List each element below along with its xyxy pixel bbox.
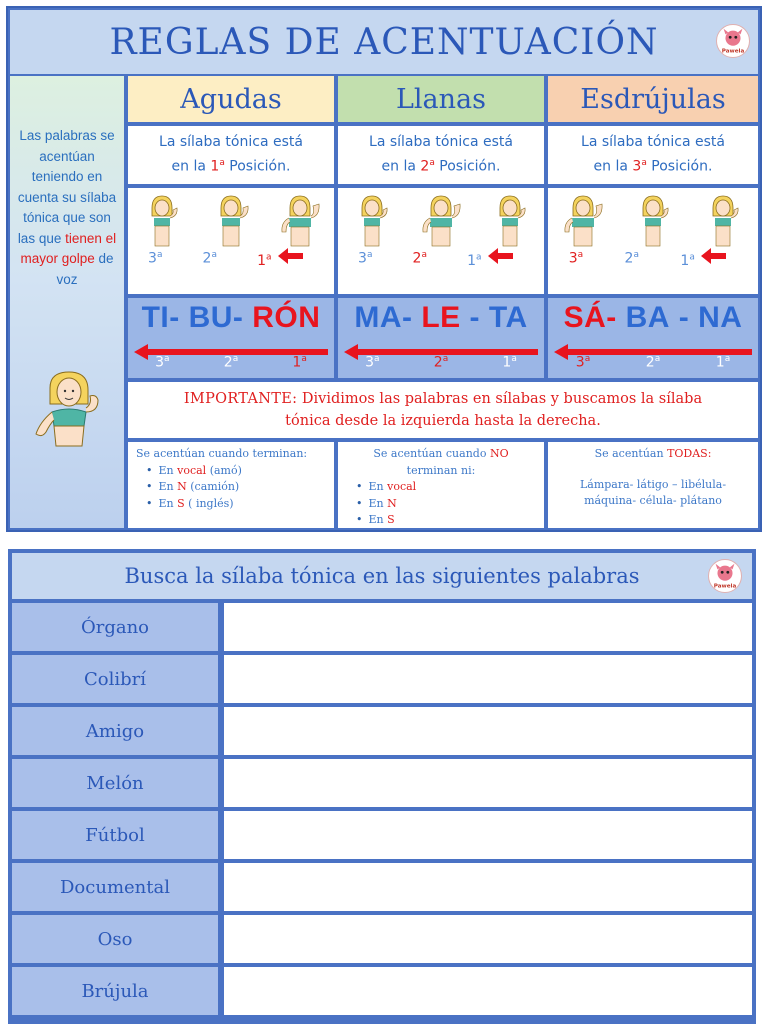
- rule-agudas: Se acentúan cuando terminan: • En vocal (amó) • En N (camión) • En S ( inglés): [128, 442, 334, 528]
- figures-esdrujulas: [548, 188, 758, 294]
- ordinal-3: 3$^a$: [358, 249, 373, 267]
- small-girl-icon: [142, 194, 182, 248]
- answer-field[interactable]: [224, 863, 752, 911]
- ordinal-1: 1$^a$: [680, 247, 727, 269]
- list-item: • En vocal: [360, 479, 536, 496]
- important-note: IMPORTANTE: Dividimos las palabras en sílabas y buscamos la sílaba tónica desde la izquierda hasta la derecha.: [128, 382, 758, 438]
- table-row: [12, 655, 752, 703]
- word-label: Melón: [12, 759, 218, 807]
- syllable-ordinal: 1$^a$: [292, 354, 307, 371]
- syllable-ordinal: 3$^a$: [365, 354, 380, 371]
- ordinal-1: 1$^a$: [257, 247, 304, 269]
- small-girl-icon: [703, 194, 743, 248]
- ordinal-2: 2$^a$: [202, 249, 217, 267]
- brand-logo: [716, 24, 750, 58]
- ordinal-3: 3$^a$: [148, 249, 163, 267]
- svg-text:Pawela: Pawela: [713, 583, 737, 590]
- example-word-sabana: SÁ- BA - NA: [563, 301, 743, 334]
- page-title: REGLAS DE ACENTUACIÓN: [109, 21, 659, 63]
- table-row: [12, 759, 752, 807]
- column-header-llanas: Llanas: [338, 76, 544, 122]
- sidebar-text: Las palabras se acentúan teniendo en cuenta su sílaba tónica que son las que tienen el mayor golpe de voz: [17, 128, 117, 287]
- exercise-panel: [8, 549, 756, 1024]
- answer-field[interactable]: [224, 811, 752, 859]
- ordinal-3: 3$^a$: [568, 249, 584, 267]
- example-word-tiburon: TI- BU- RÓN: [141, 301, 321, 334]
- table-row: [12, 967, 752, 1015]
- title-bar: [10, 10, 758, 74]
- syllable-ordinal: 2$^a$: [223, 354, 239, 371]
- answer-field[interactable]: [224, 915, 752, 963]
- ordinal-1: 1$^a$: [467, 247, 514, 269]
- syllable-ordinal: 1$^a$: [502, 354, 517, 371]
- word-label: Documental: [12, 863, 218, 911]
- word-label: Oso: [12, 915, 218, 963]
- syllable-ordinal: 3$^a$: [575, 354, 591, 371]
- strong-girl-icon: [563, 194, 603, 248]
- word-label: Colibrí: [12, 655, 218, 703]
- list-item: • En N: [360, 496, 536, 513]
- example-word-maleta: MA- LE - TA: [354, 301, 528, 334]
- table-row: [12, 603, 752, 651]
- table-row: [12, 863, 752, 911]
- list-item: • En S ( inglés): [150, 496, 326, 513]
- small-girl-icon: [633, 194, 673, 248]
- table-row: [12, 915, 752, 963]
- brand-logo: [708, 559, 742, 593]
- strong-girl-illustration: [32, 368, 106, 448]
- medium-girl-icon: [211, 194, 251, 248]
- rule-esdrujulas: Se acentúan TODAS: Lámpara- látigo – libélula- máquina- célula- plátano: [548, 442, 758, 528]
- left-arrow-icon: [699, 247, 727, 265]
- small-girl-icon: [490, 194, 530, 248]
- exercise-title: Busca la sílaba tónica en las siguientes palabras Pawela: [12, 553, 752, 599]
- syllable-ordinal: 1$^a$: [715, 354, 731, 371]
- answer-field[interactable]: [224, 967, 752, 1015]
- small-girl-icon: [352, 194, 392, 248]
- column-header-agudas: Agudas: [128, 76, 334, 122]
- list-item: • En N (camión): [150, 479, 326, 496]
- description-esdrujulas: La sílaba tónica está en la 3$^a$ Posición.: [548, 126, 758, 184]
- answer-field[interactable]: [224, 655, 752, 703]
- rule-llanas: Se acentúan cuando NO terminan ni: • En vocal • En N • En S: [338, 442, 544, 528]
- answer-field[interactable]: [224, 603, 752, 651]
- left-arrow-icon: [486, 247, 514, 265]
- table-row: [12, 811, 752, 859]
- word-label: Órgano: [12, 603, 218, 651]
- syllables-agudas: [128, 298, 334, 378]
- syllable-ordinal: 3$^a$: [155, 354, 170, 371]
- rules-panel: [6, 6, 762, 532]
- syllable-ordinal: 2$^a$: [433, 354, 449, 371]
- answer-field[interactable]: [224, 759, 752, 807]
- ordinal-2: 2$^a$: [624, 249, 639, 267]
- word-label: Brújula: [12, 967, 218, 1015]
- ordinal-2: 2$^a$: [412, 249, 427, 267]
- table-row: [12, 707, 752, 755]
- left-arrow-icon: [276, 247, 304, 265]
- answer-field[interactable]: [224, 707, 752, 755]
- strong-girl-icon: [280, 194, 320, 248]
- description-agudas: La sílaba tónica está en la 1$^a$ Posición.: [128, 126, 334, 184]
- list-item: • En vocal (amó): [150, 463, 326, 480]
- sidebar-explanation: [10, 76, 124, 528]
- syllables-esdrujulas: [548, 298, 758, 378]
- syllable-ordinal: 2$^a$: [645, 354, 661, 371]
- svg-text:Pawela: Pawela: [721, 48, 745, 55]
- list-item: • En S: [360, 512, 536, 529]
- column-header-esdrujulas: Esdrújulas: [548, 76, 758, 122]
- description-llanas: La sílaba tónica está en la 2$^a$ Posición.: [338, 126, 544, 184]
- syllables-llanas: [338, 298, 544, 378]
- word-label: Fútbol: [12, 811, 218, 859]
- figures-agudas: [128, 188, 334, 294]
- strong-girl-icon: [421, 194, 461, 248]
- figures-llanas: [338, 188, 544, 294]
- word-label: Amigo: [12, 707, 218, 755]
